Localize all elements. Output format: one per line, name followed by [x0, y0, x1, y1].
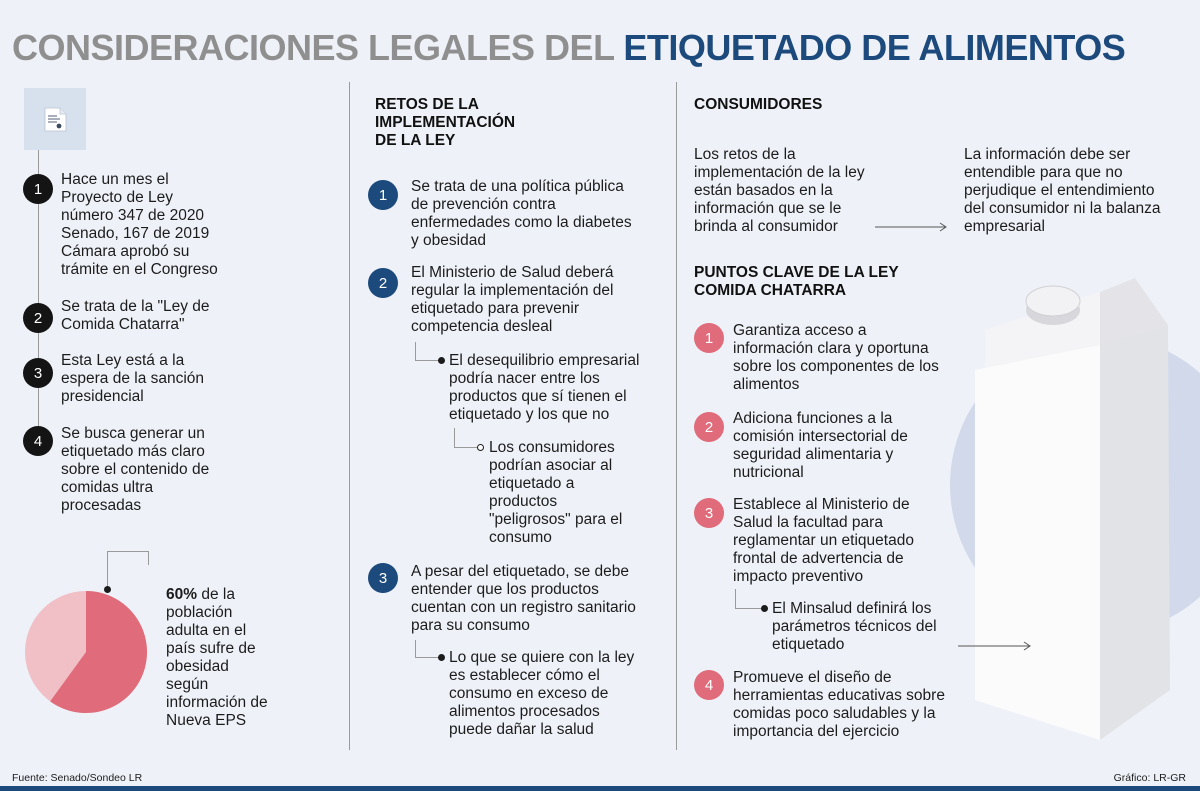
document-icon-box [24, 88, 86, 150]
middle-item-2-text: El Ministerio de Salud deberá regular la implementación del etiquetado para prevenir competencia desleal [411, 264, 614, 335]
middle-sub3-connector-v [415, 640, 416, 658]
pie-callout-horizontal [107, 551, 149, 552]
document-icon [24, 88, 86, 150]
left-step-3-text: Esta Ley está a la espera de la sanción presidencial [61, 352, 205, 405]
middle-sub3-text: Lo que se quiere con la ley es establecer cómo el consumo en exceso de alimentos procesados puede dañar la salud [449, 649, 635, 738]
left-step-2-text: Se trata de la "Ley de Comida Chatarra" [61, 298, 210, 333]
right-item-number: 2 [694, 412, 724, 442]
graphic-credit: Gráfico: LR-GR [1113, 772, 1186, 784]
key-point-arrow-icon [958, 640, 1034, 652]
right-sub3-bullet [761, 605, 768, 612]
right-item-4-text: Promueve el diseño de herramientas educativas sobre comidas poco saludables y la importancia del ejercicio [733, 669, 945, 740]
middle-sub2-connector-h [415, 360, 440, 361]
left-step-number: 3 [23, 358, 53, 388]
middle-sub2-text: El desequilibrio empresarial podría nacer entre los productos que sí tienen el etiquetado y los que no [449, 352, 640, 423]
consumers-arrow-icon [875, 221, 950, 233]
middle-subsub2-connector-h [454, 447, 479, 448]
milk-carton-illustration [940, 270, 1200, 770]
left-step-number: 1 [23, 174, 53, 204]
carton-cap [1026, 286, 1080, 316]
consumers-left-text: Los retos de la implementación de la ley están basados en la información que se le brinda al consumidor [694, 146, 865, 235]
carton-side [1100, 325, 1170, 740]
middle-item-1-text: Se trata de una política pública de prevención contra enfermedades como la diabetes y obesidad [411, 178, 632, 249]
left-step-4-text: Se busca generar un etiquetado más claro sobre el contenido de comidas ultra procesadas [61, 425, 210, 514]
column-separator-right [676, 82, 677, 750]
middle-item-number: 3 [368, 563, 398, 593]
column-separator-left [349, 82, 350, 750]
middle-item-number: 1 [368, 180, 398, 210]
source-note: Fuente: Senado/Sondeo LR [12, 772, 143, 784]
right-item-number: 1 [694, 323, 724, 353]
page-title [12, 26, 1125, 70]
left-step-number: 2 [23, 303, 53, 333]
carton-front [975, 345, 1100, 740]
right-item-2-text: Adiciona funciones a la comisión intersectorial de seguridad alimentaria y nutricional [733, 410, 908, 481]
middle-subsub2-text: Los consumidores podrían asociar al etiquetado a productos "peligrosos" para el consumo [489, 439, 623, 546]
middle-item-3-text: A pesar del etiquetado, se debe entender que los productos cuentan con un registro sanitario para su consumo [411, 563, 636, 634]
middle-sub3-bullet [438, 654, 445, 661]
consumers-right-text: La información debe ser entendible para que no perjudique el entendimiento del consumidor ni la balanza empresarial [964, 146, 1161, 235]
middle-sub3-connector-h [415, 657, 440, 658]
obesity-stat-text: 60% de la población adulta en el país sufre de obesidad según información de Nueva EPS [166, 586, 268, 729]
left-step-1-text: Hace un mes el Proyecto de Ley número 347 de 2020 Senado, 167 de 2019 Cámara aprobó su trámite en el Congreso [61, 171, 218, 278]
middle-subsub2-connector-v [454, 428, 455, 448]
right-sub3-text: El Minsalud definirá los parámetros técnicos del etiquetado [772, 600, 937, 653]
pie-callout-end [148, 551, 149, 565]
pie-callout-vertical [107, 551, 108, 589]
left-step-number: 4 [23, 426, 53, 456]
right-item-number: 3 [694, 498, 724, 528]
pie-callout-dot [104, 586, 111, 593]
key-points-heading: PUNTOS CLAVE DE LA LEY COMIDA CHATARRA [694, 264, 899, 299]
title-part-blue: ETIQUETADO DE ALIMENTOS [623, 27, 1126, 68]
obesity-pie-chart [24, 590, 148, 714]
right-item-1-text: Garantiza acceso a información clara y oportuna sobre los componentes de los alimentos [733, 322, 939, 393]
middle-item-number: 2 [368, 268, 398, 298]
consumers-heading: CONSUMIDORES [694, 96, 823, 113]
right-sub3-connector-h [735, 608, 763, 609]
right-item-number: 4 [694, 670, 724, 700]
right-item-3-text: Establece al Ministerio de Salud la facultad para reglamentar un etiquetado frontal de advertencia de impacto preventivo [733, 496, 914, 585]
middle-heading: RETOS DE LA IMPLEMENTACIÓN DE LA LEY [375, 96, 516, 149]
bottom-bar [0, 786, 1200, 791]
middle-subsub2-bullet [477, 444, 484, 451]
middle-sub2-connector-v [415, 342, 416, 361]
middle-sub2-bullet [438, 357, 445, 364]
title-part-gray: CONSIDERACIONES LEGALES DEL [12, 27, 624, 68]
right-sub3-connector-v [735, 589, 736, 609]
